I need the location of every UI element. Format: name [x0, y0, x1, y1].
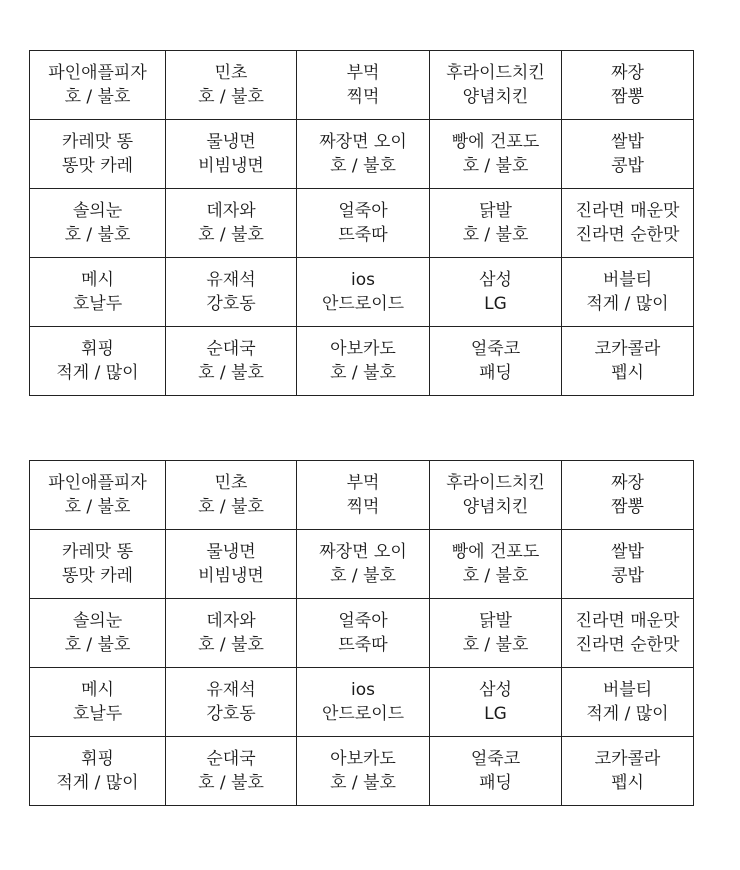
board-cell [562, 51, 694, 120]
cell-line-1: 물냉면 [206, 542, 256, 562]
cell-line-1: 데자와 [206, 201, 256, 221]
cell-line-1: 아보카도 [330, 339, 396, 359]
cell-line-1: 쌀밥 [611, 132, 644, 152]
board-cell [562, 327, 694, 396]
board-cell [562, 737, 694, 806]
board-cell [430, 530, 562, 599]
board-cell [297, 461, 430, 530]
cell-line-2: 진라면 순한맛 [575, 635, 680, 655]
cell-line-1: 부먹 [346, 63, 380, 83]
board-cell [30, 327, 166, 396]
board-cell [30, 530, 166, 599]
cell-line-2: 호 / 불호 [462, 225, 529, 245]
cell-line-1: ios [351, 270, 375, 290]
cell-line-1: 카레맛 똥 [61, 132, 134, 152]
cell-line-1: 짜장 [611, 63, 644, 83]
board-cell [166, 189, 297, 258]
board-cell [166, 599, 297, 668]
board-cell [30, 120, 166, 189]
board-cell [166, 461, 297, 530]
cell-line-2: 호 / 불호 [462, 635, 529, 655]
cell-line-1: 닭발 [479, 201, 512, 221]
cell-line-1: 얼죽코 [470, 339, 521, 359]
cell-line-2: 강호동 [206, 294, 256, 314]
cell-line-2: 호 / 불호 [198, 497, 264, 517]
cell-line-2: 찍먹 [346, 497, 380, 517]
cell-line-2: 호 / 불호 [330, 566, 396, 586]
cell-line-2: 진라면 순한맛 [575, 225, 680, 245]
board-cell [297, 530, 430, 599]
cell-line-2: 호 / 불호 [462, 566, 529, 586]
cell-line-2: 안드로이드 [321, 704, 405, 724]
cell-line-2: 짬뽕 [611, 497, 644, 517]
cell-line-2: 호 / 불호 [330, 156, 396, 176]
board-row [30, 737, 694, 806]
board-cell [166, 51, 297, 120]
cell-line-1: 부먹 [346, 473, 380, 493]
cell-line-2: 호 / 불호 [64, 635, 131, 655]
board-cell [297, 327, 430, 396]
cell-line-1: 진라면 매운맛 [575, 201, 680, 221]
cell-line-1: 얼죽코 [470, 749, 521, 769]
cell-line-1: 삼성 [479, 270, 512, 290]
board-cell [430, 737, 562, 806]
board-cell [30, 461, 166, 530]
cell-line-2: 양념치킨 [462, 497, 529, 517]
cell-line-1: 카레맛 똥 [61, 542, 134, 562]
board-cell [166, 120, 297, 189]
cell-line-2: 호 / 불호 [198, 635, 264, 655]
cell-line-2: 뜨죽따 [338, 635, 388, 655]
cell-line-2: 호 / 불호 [198, 225, 264, 245]
board-cell [562, 530, 694, 599]
cell-line-2: 안드로이드 [321, 294, 405, 314]
board-cell [166, 258, 297, 327]
cell-line-1: 데자와 [206, 611, 256, 631]
cell-line-1: 짜장 [611, 473, 644, 493]
cell-line-2: 호 / 불호 [198, 773, 264, 793]
cell-line-2: 패딩 [479, 363, 512, 383]
cell-line-1: 유재석 [206, 270, 256, 290]
cell-line-1: 후라이드치킨 [446, 63, 545, 83]
board-row [30, 258, 694, 327]
cell-line-2: 펩시 [611, 773, 644, 793]
board-row [30, 668, 694, 737]
cell-line-1: 코카콜라 [594, 749, 661, 769]
board-cell [562, 120, 694, 189]
board-cell [430, 189, 562, 258]
board-row [30, 51, 694, 120]
board-cell [166, 668, 297, 737]
board-cell [166, 737, 297, 806]
cell-line-1: 순대국 [206, 339, 256, 359]
cell-line-1: 메시 [81, 270, 114, 290]
cell-line-2: 비빔냉면 [198, 566, 264, 586]
cell-line-1: 휘핑 [81, 749, 114, 769]
board-cell [430, 327, 562, 396]
cell-line-1: 버블티 [602, 270, 653, 290]
cell-line-2: 찍먹 [346, 87, 380, 107]
board-cell [562, 668, 694, 737]
cell-line-1: 빵에 건포도 [451, 132, 540, 152]
cell-line-2: 콩밥 [611, 156, 644, 176]
cell-line-2: 호 / 불호 [330, 773, 396, 793]
cell-line-2: 호 / 불호 [330, 363, 396, 383]
board-cell [166, 530, 297, 599]
board-cell [430, 668, 562, 737]
cell-line-2: 짬뽕 [611, 87, 644, 107]
board-cell [297, 599, 430, 668]
cell-line-2: 적게 / 많이 [586, 294, 669, 314]
board-cell [30, 189, 166, 258]
cell-line-2: 양념치킨 [462, 87, 529, 107]
board-cell [30, 258, 166, 327]
cell-line-2: 적게 / 많이 [586, 704, 669, 724]
cell-line-2: 뜨죽따 [338, 225, 388, 245]
cell-line-2: LG [484, 704, 507, 724]
board-cell [297, 189, 430, 258]
cell-line-2: 적게 / 많이 [56, 363, 139, 383]
board-row [30, 599, 694, 668]
cell-line-2: 호 / 불호 [64, 87, 131, 107]
cell-line-1: ios [351, 680, 375, 700]
board-cell [30, 599, 166, 668]
cell-line-1: 솔의눈 [72, 611, 123, 631]
cell-line-1: 파인애플피자 [48, 473, 147, 493]
cell-line-2: 적게 / 많이 [56, 773, 139, 793]
board-cell [562, 599, 694, 668]
board-cell [430, 120, 562, 189]
cell-line-1: 메시 [81, 680, 114, 700]
cell-line-2: 호날두 [72, 294, 123, 314]
cell-line-1: 아보카도 [330, 749, 396, 769]
cell-line-1: 짜장면 오이 [319, 132, 407, 152]
cell-line-1: 빵에 건포도 [451, 542, 540, 562]
cell-line-2: 패딩 [479, 773, 512, 793]
cell-line-2: 호 / 불호 [462, 156, 529, 176]
cell-line-2: 강호동 [206, 704, 256, 724]
board-cell [430, 258, 562, 327]
cell-line-1: 물냉면 [206, 132, 256, 152]
cell-line-2: 호 / 불호 [198, 363, 264, 383]
board-cell [562, 258, 694, 327]
cell-line-1: 유재석 [206, 680, 256, 700]
board-row [30, 530, 694, 599]
board-cell [297, 120, 430, 189]
cell-line-2: 호 / 불호 [198, 87, 264, 107]
cell-line-2: 호날두 [72, 704, 123, 724]
cell-line-2: 똥맛 카레 [61, 566, 134, 586]
board-cell [430, 461, 562, 530]
cell-line-1: 민초 [214, 63, 248, 83]
board-cell [297, 668, 430, 737]
cell-line-1: 휘핑 [81, 339, 114, 359]
cell-line-1: 진라면 매운맛 [575, 611, 680, 631]
cell-line-1: 삼성 [479, 680, 512, 700]
cell-line-2: 호 / 불호 [64, 497, 131, 517]
cell-line-1: 파인애플피자 [48, 63, 147, 83]
board-cell [430, 599, 562, 668]
board-row [30, 120, 694, 189]
cell-line-1: 닭발 [479, 611, 512, 631]
cell-line-2: 콩밥 [611, 566, 644, 586]
board-cell [166, 327, 297, 396]
board-cell [30, 51, 166, 120]
board-row [30, 461, 694, 530]
bingo-board-top [29, 50, 694, 396]
cell-line-1: 짜장면 오이 [319, 542, 407, 562]
board-cell [30, 668, 166, 737]
cell-line-2: 똥맛 카레 [61, 156, 134, 176]
cell-line-1: 얼죽아 [338, 611, 388, 631]
cell-line-2: LG [484, 294, 507, 314]
board-cell [297, 51, 430, 120]
board-cell [297, 737, 430, 806]
cell-line-2: 펩시 [611, 363, 644, 383]
cell-line-1: 버블티 [602, 680, 653, 700]
cell-line-1: 민초 [214, 473, 248, 493]
bingo-board-bottom [29, 460, 694, 806]
board-cell [562, 461, 694, 530]
cell-line-2: 호 / 불호 [64, 225, 131, 245]
cell-line-1: 얼죽아 [338, 201, 388, 221]
board-cell [430, 51, 562, 120]
board-cell [297, 258, 430, 327]
board-cell [30, 737, 166, 806]
board-row [30, 327, 694, 396]
board-row [30, 189, 694, 258]
cell-line-1: 후라이드치킨 [446, 473, 545, 493]
cell-line-1: 순대국 [206, 749, 256, 769]
board-cell [562, 189, 694, 258]
cell-line-1: 코카콜라 [594, 339, 661, 359]
cell-line-2: 비빔냉면 [198, 156, 264, 176]
cell-line-1: 쌀밥 [611, 542, 644, 562]
cell-line-1: 솔의눈 [72, 201, 123, 221]
